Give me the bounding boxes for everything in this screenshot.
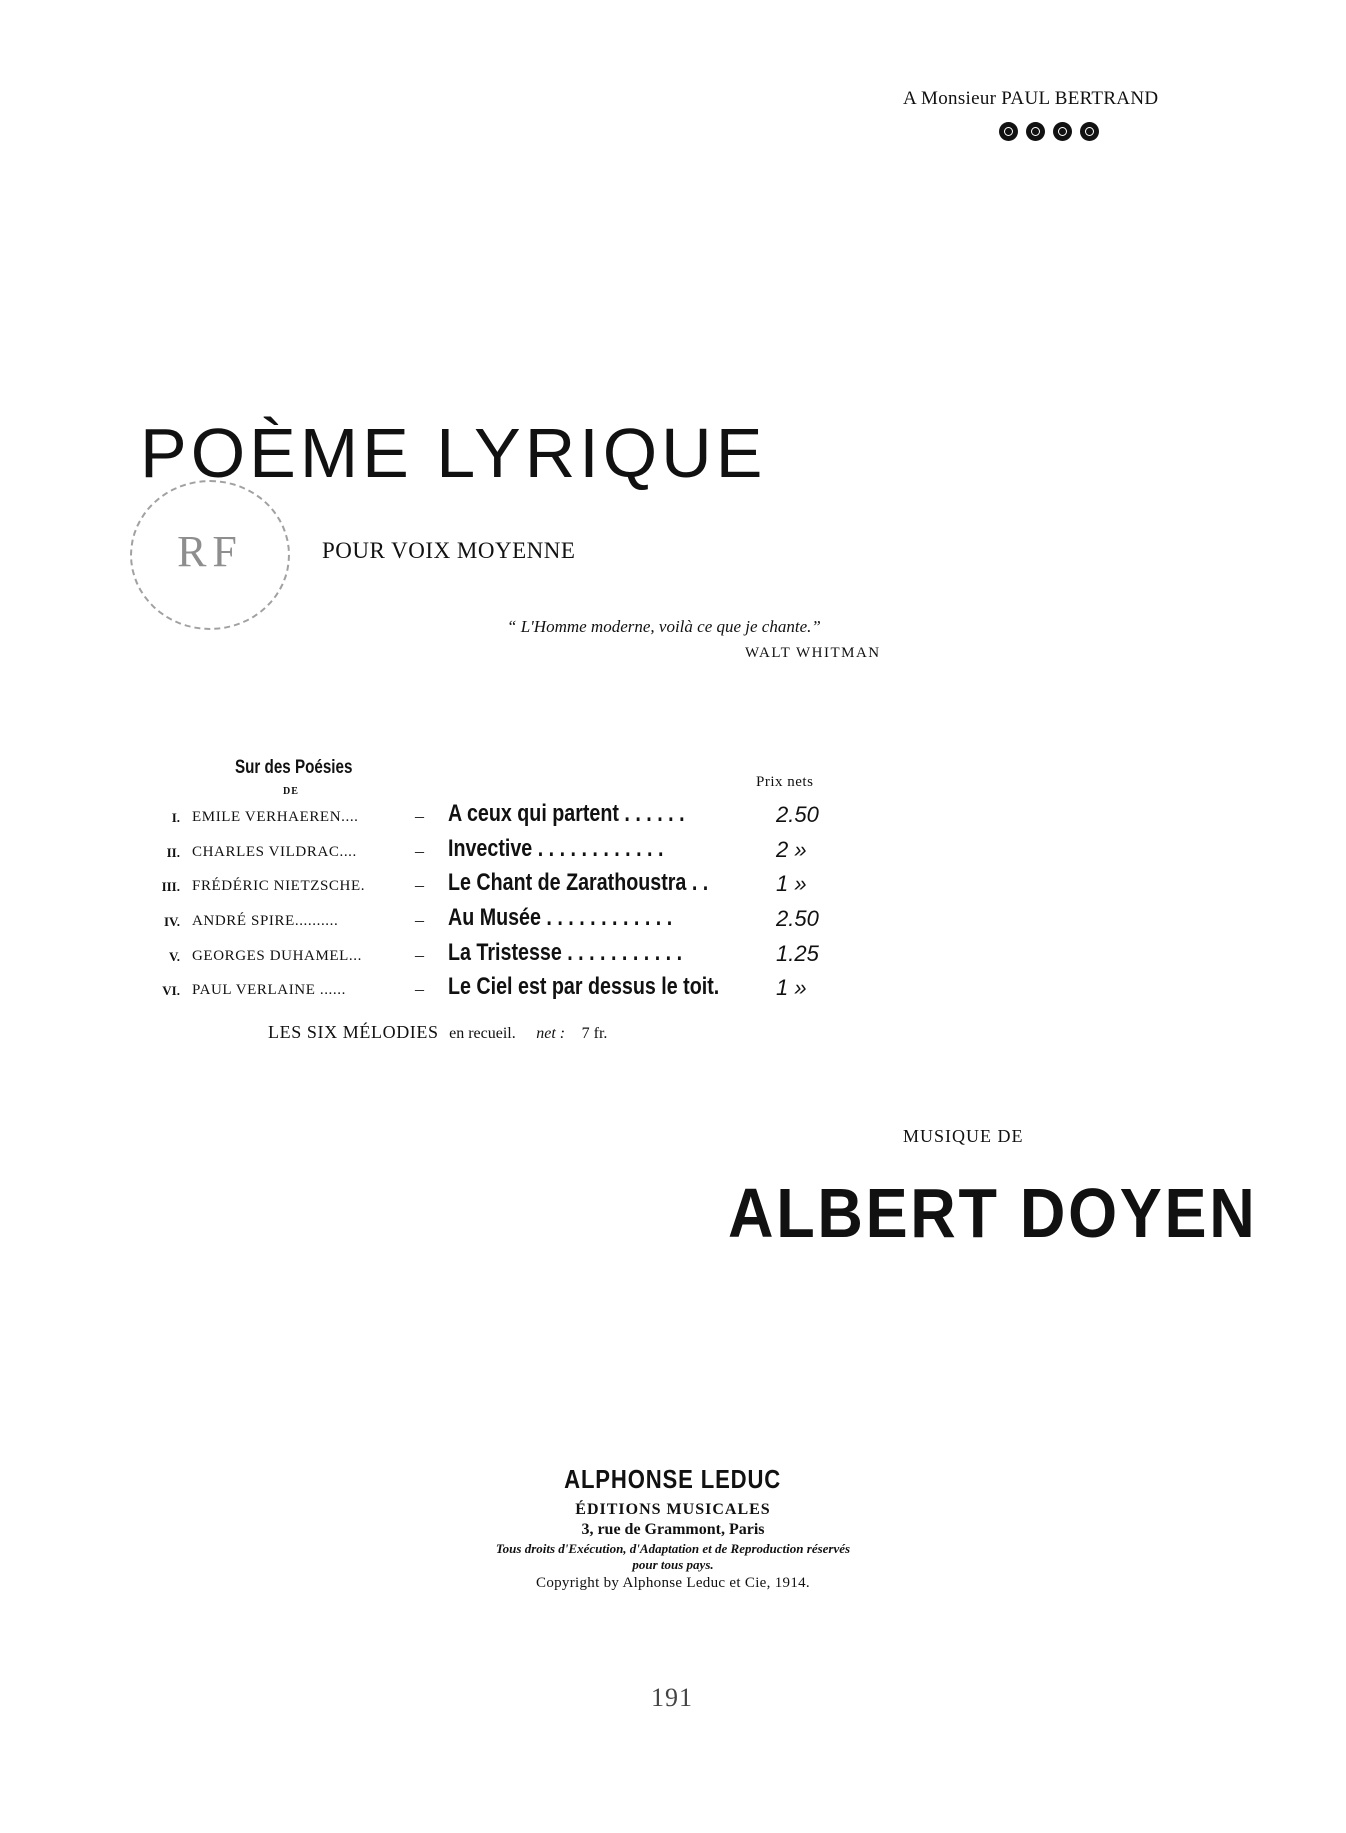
song-title: Le Ciel est par dessus le toit. — [448, 973, 720, 1001]
flower-ornament-icon — [1053, 122, 1072, 141]
publisher-name: ALPHONSE LEDUC — [564, 1464, 782, 1494]
poets-de: DE — [283, 786, 299, 797]
page-code: 191 — [651, 1683, 693, 1712]
song-price: 1 » — [776, 871, 807, 897]
publisher-rights-2: pour tous pays. — [632, 1557, 714, 1572]
collection-price: 7 fr. — [581, 1025, 608, 1042]
separator-dash: – — [415, 910, 424, 931]
song-title: Au Musée . . . . . . . . . . . . — [448, 904, 673, 932]
separator-dash: – — [415, 979, 424, 1000]
song-price: 2.50 — [776, 906, 819, 932]
separator-dash: – — [415, 840, 424, 861]
song-title: A ceux qui partent . . . . . . — [448, 800, 685, 827]
collection-net: net : — [536, 1025, 566, 1042]
song-number: III. — [161, 879, 180, 895]
collection-line — [268, 1022, 607, 1043]
song-poet: EMILE VERHAEREN.... — [192, 809, 359, 825]
list-item — [160, 904, 840, 939]
subtitle: POUR VOIX MOYENNE — [322, 538, 576, 563]
publisher-sub: ÉDITIONS MUSICALES — [575, 1501, 771, 1518]
song-price: 2.50 — [776, 802, 819, 827]
song-poet: ANDRÉ SPIRE.......... — [192, 913, 339, 930]
flower-ornament-icon — [1026, 122, 1045, 141]
song-poet: CHARLES VILDRAC.... — [192, 843, 357, 860]
library-stamp — [130, 480, 290, 630]
list-item — [160, 939, 840, 974]
epigraph-author: WALT WHITMAN — [745, 645, 881, 661]
epigraph-quote: “ L'Homme moderne, voilà ce que je chante.” — [507, 617, 821, 636]
prices-heading: Prix nets — [756, 774, 814, 790]
song-list — [160, 800, 840, 1008]
separator-dash: – — [415, 806, 424, 826]
collection-mid: en recueil. — [449, 1025, 516, 1042]
song-number: II. — [166, 844, 180, 860]
flower-ornament-icon — [1080, 122, 1099, 141]
song-number: I. — [171, 810, 180, 825]
dedication: A Monsieur PAUL BERTRAND — [903, 88, 1159, 109]
separator-dash: – — [415, 875, 424, 896]
song-title: Invective . . . . . . . . . . . . — [448, 834, 664, 862]
music-by: MUSIQUE DE — [903, 1126, 1024, 1146]
song-price: 1.25 — [776, 940, 819, 966]
song-price: 1 » — [776, 975, 807, 1001]
list-item — [160, 869, 840, 904]
list-item — [160, 800, 840, 835]
song-poet: FRÉDÉRIC NIETZSCHE. — [192, 878, 366, 895]
separator-dash: – — [415, 944, 424, 965]
song-title: La Tristesse . . . . . . . . . . . — [448, 938, 683, 966]
poets-heading: Sur des Poésies — [235, 757, 353, 778]
song-number: IV. — [163, 914, 180, 930]
song-price: 2 » — [776, 836, 807, 862]
publisher-block — [0, 1464, 1346, 1592]
song-number: VI. — [162, 983, 180, 999]
publisher-rights: Tous droits d'Exécution, d'Adaptation et de Reproduction réservés — [495, 1541, 851, 1556]
stamp-text: RF — [177, 527, 243, 576]
ornament-row — [999, 122, 1099, 141]
flower-ornament-icon — [999, 122, 1018, 141]
song-number: V. — [169, 948, 180, 964]
publisher-copyright: Copyright by Alphonse Leduc et Cie, 1914. — [536, 1575, 810, 1591]
list-item — [160, 973, 840, 1008]
page-title: POÈME LYRIQUE — [140, 414, 767, 492]
publisher-address: 3, rue de Grammont, Paris — [581, 1521, 765, 1538]
song-poet: GEORGES DUHAMEL... — [192, 947, 362, 964]
collection-label: LES SIX MÉLODIES — [268, 1022, 439, 1042]
song-title: Le Chant de Zarathoustra . . — [448, 869, 709, 897]
song-poet: PAUL VERLAINE ...... — [192, 982, 346, 999]
composer-name: ALBERT DOYEN — [728, 1174, 1258, 1252]
list-item — [160, 835, 840, 870]
